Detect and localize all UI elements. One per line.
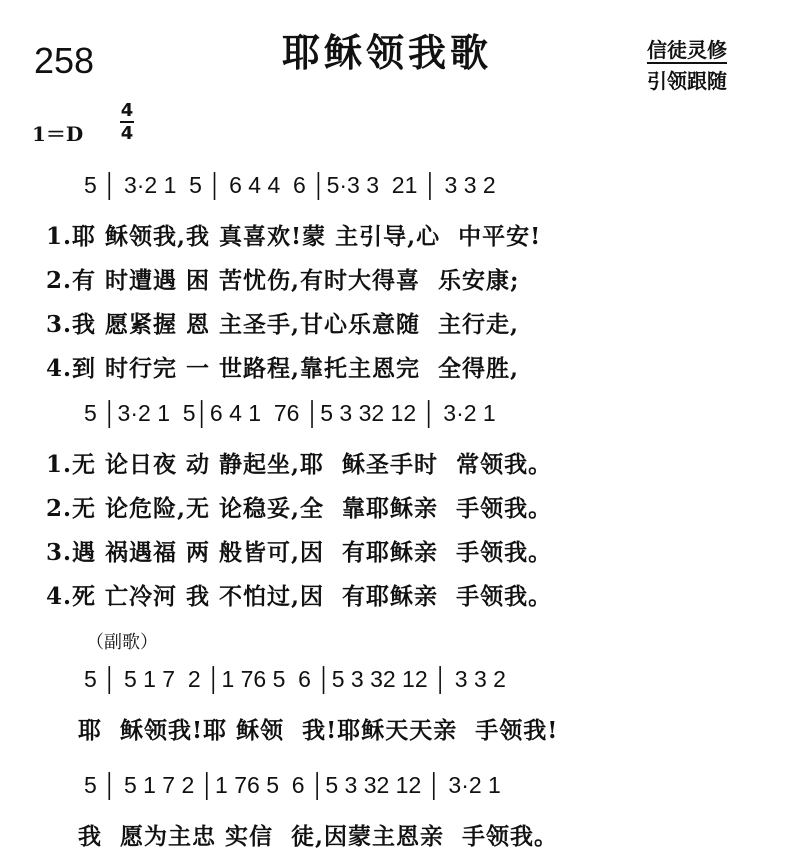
refrain-notes-line-2: 5 │ 5 1 7 2 │1 76 5 6 │5 3 32 12 │ 3·2 1	[84, 772, 501, 798]
verse-line: 4.到 时行完 一 世路程,靠托主恩完 全得胜,	[46, 355, 520, 382]
verse-line: 4.死 亡冷河 我 不怕过,因 有耶稣亲 手领我。	[46, 583, 553, 610]
time-signature-bottom: 4	[120, 123, 134, 144]
refrain-lyric-line-2: 我 愿为主忠 实信 徒,因蒙主恩亲 手领我。	[78, 823, 559, 850]
subcategory-label: 引领跟随	[647, 62, 727, 94]
verse-line: 3.遇 祸遇福 两 般皆可,因 有耶稣亲 手领我。	[46, 539, 553, 566]
key-signature: 1＝D	[32, 122, 84, 146]
hymn-title: 耶稣领我歌	[282, 31, 493, 75]
verse-line: 2.有 时遭遇 困 苦忧伤,有时大得喜 乐安康;	[46, 267, 520, 294]
verse-line: 2.无 论危险,无 论稳妥,全 靠耶稣亲 手领我。	[46, 495, 553, 522]
verse-line: 3.我 愿紧握 恩 主圣手,甘心乐意随 主行走,	[46, 311, 520, 338]
refrain-notes-line-1: 5 │ 5 1 7 2 │1 76 5 6 │5 3 32 12 │ 3 3 2	[84, 666, 506, 692]
refrain-lyric-line-1: 耶 稣领我!耶 稣领 我!耶稣天天亲 手领我!	[78, 717, 559, 744]
time-signature-top: 4	[120, 100, 134, 121]
verse-line: 1.耶 稣领我,我 真喜欢!蒙 主引导,心 中平安!	[46, 223, 542, 250]
notes-line-2: 5 │3·2 1 5│6 4 1 76 │5 3 32 12 │ 3·2 1	[84, 400, 496, 426]
refrain-label: （副歌）	[86, 632, 158, 653]
time-signature	[120, 100, 134, 144]
verse-line: 1.无 论日夜 动 静起坐,耶 稣圣手时 常领我。	[46, 451, 553, 478]
notes-line-1: 5 │ 3·2 1 5 │ 6 4 4 6 │5·3 3 21 │ 3 3 2	[84, 172, 496, 198]
hymn-number: 258	[34, 40, 95, 81]
category-label: 信徒灵修	[647, 38, 727, 62]
